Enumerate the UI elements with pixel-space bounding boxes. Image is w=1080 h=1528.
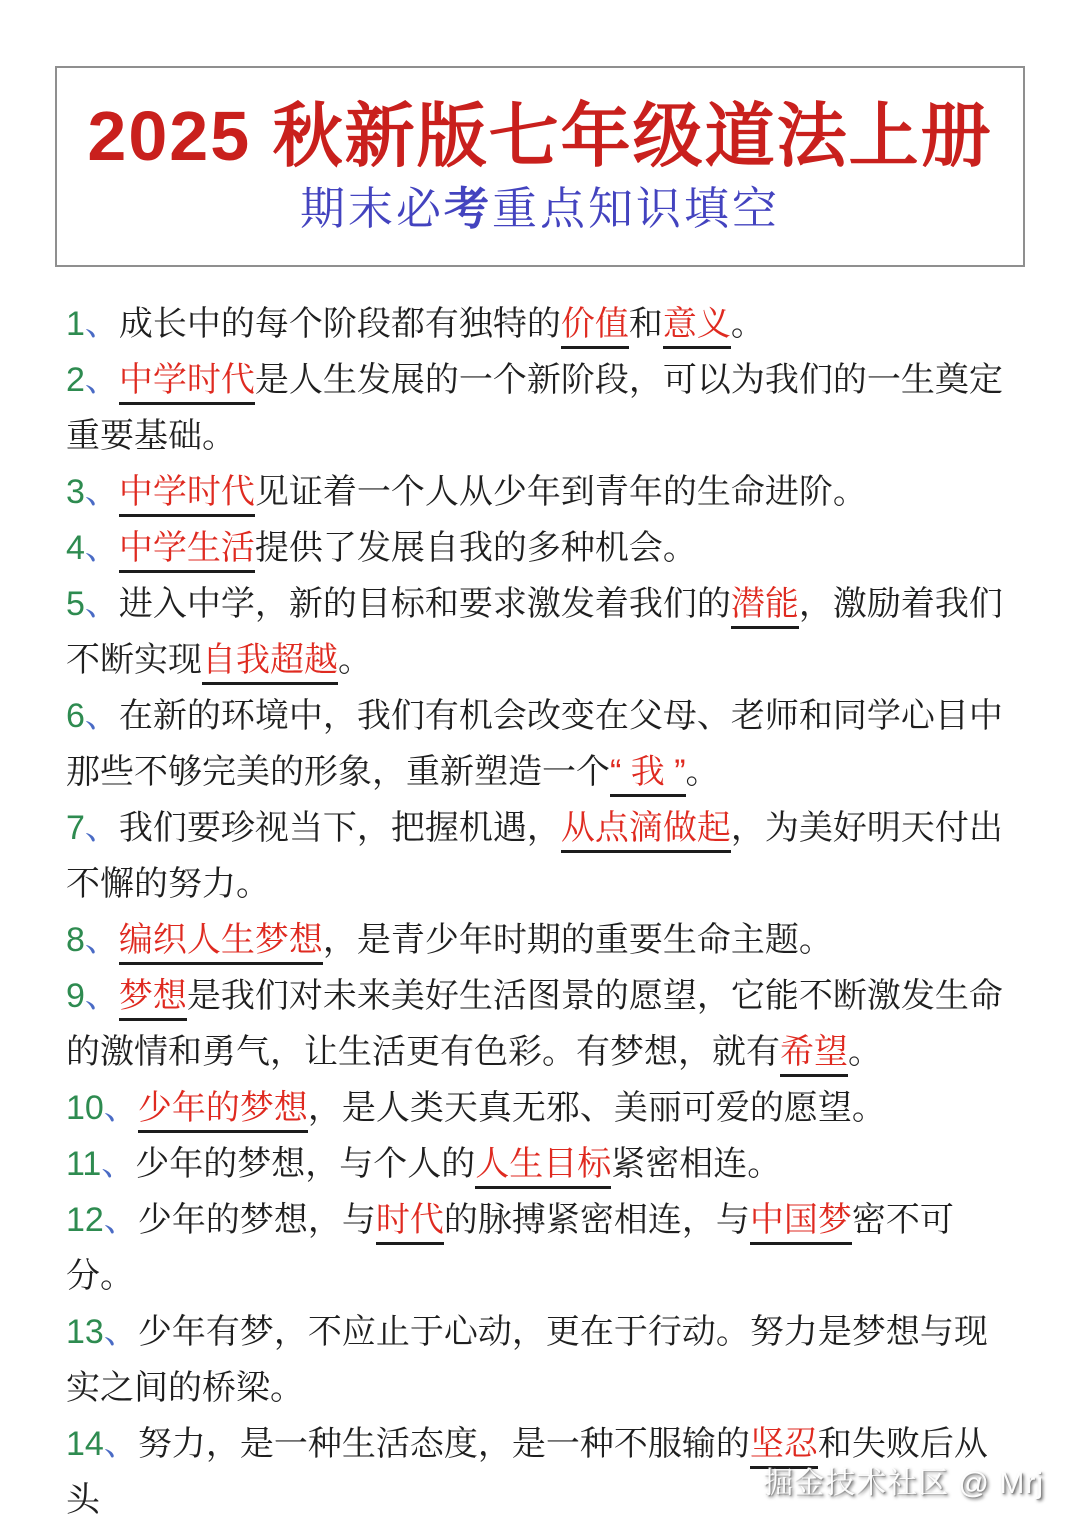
blank-answer: 时代 (376, 1201, 444, 1245)
list-item (66, 464, 1014, 520)
item-text: 提供了发展自我的多种机会。 (254, 529, 697, 567)
item-text: 我们要珍视当下，把握机遇， (118, 809, 561, 847)
knowledge-list (66, 296, 1014, 1528)
item-number: 14 (66, 1425, 104, 1463)
item-number: 11 (66, 1145, 102, 1183)
list-item (66, 576, 1014, 688)
blank-answer: 坚忍 (750, 1425, 818, 1469)
blank-answer: 中国梦 (750, 1201, 852, 1245)
item-number: 3 (66, 473, 85, 511)
item-number: 13 (66, 1313, 104, 1351)
item-separator: 、 (84, 305, 119, 343)
list-item (66, 296, 1014, 352)
watermark: 掘金技术社区 @ Mrj (763, 1467, 1044, 1500)
blank-answer: 梦想 (119, 977, 187, 1021)
item-number: 12 (66, 1201, 104, 1239)
item-separator: 、 (84, 473, 119, 511)
item-separator: 、 (84, 361, 119, 399)
blank-answer: 中学时代 (119, 473, 255, 517)
item-text: 和失败后从头 (66, 1425, 988, 1519)
item-text: ，是人类天真无邪、美丽可爱的愿望。 (307, 1089, 886, 1127)
item-text: ，是青少年时期的重要生命主题。 (322, 921, 833, 959)
blank-answer: 中学时代 (119, 361, 255, 405)
list-item (66, 800, 1014, 912)
item-number: 6 (66, 697, 85, 735)
list-item (66, 520, 1014, 576)
title-box (55, 66, 1025, 267)
item-text: ，为美好明天付出不懈的努力。 (66, 809, 1003, 903)
item-number: 8 (66, 921, 85, 959)
blank-answer: 希望 (780, 1033, 848, 1077)
item-separator: 、 (101, 1145, 136, 1183)
item-text: 是人生发展的一个新阶段，可以为我们的一生奠定重要基础。 (66, 361, 1003, 455)
item-separator: 、 (103, 1313, 138, 1351)
item-text: ，激励着我们不断实现 (66, 585, 1003, 679)
blank-answer: 意义 (663, 305, 731, 349)
item-text: 。 (730, 305, 765, 343)
list-item (66, 1192, 1014, 1304)
page-title: 2025 秋新版七年级道法上册 (87, 97, 993, 175)
item-separator: 、 (84, 921, 119, 959)
item-text: 成长中的每个阶段都有独特的 (118, 305, 561, 343)
item-number: 5 (66, 585, 85, 623)
item-text: 是我们对未来美好生活图景的愿望，它能不断激发生命的激情和勇气，让生活更有色彩。有梦想，就有 (66, 977, 1003, 1071)
item-separator: 、 (84, 977, 119, 1015)
item-text: 见证着一个人从少年到青年的生命进阶。 (254, 473, 867, 511)
list-item (66, 352, 1014, 464)
blank-answer: 人生目标 (475, 1145, 611, 1189)
item-separator: 、 (103, 1425, 138, 1463)
blank-answer: 潜能 (731, 585, 799, 629)
list-item (66, 912, 1014, 968)
item-text: 努力，是一种生活态度，是一种不服输的 (137, 1425, 750, 1463)
list-item (66, 968, 1014, 1080)
item-separator: 、 (84, 809, 119, 847)
item-text: 的脉搏紧密相连，与 (443, 1201, 750, 1239)
item-number: 4 (66, 529, 85, 567)
subtitle-text: 期末必 (299, 184, 444, 234)
item-separator: 、 (84, 697, 119, 735)
item-separator: 、 (103, 1201, 138, 1239)
item-number: 10 (66, 1089, 104, 1127)
item-text: 紧密相连。 (611, 1145, 782, 1183)
blank-answer: 少年的梦想 (138, 1089, 308, 1133)
item-number: 7 (66, 809, 85, 847)
blank-answer: 自我超越 (202, 641, 338, 685)
list-item (66, 688, 1014, 800)
list-item (66, 1080, 1014, 1136)
item-text: 。 (685, 753, 720, 791)
list-item (66, 1136, 1014, 1192)
blank-answer: “ 我 ” (610, 753, 686, 797)
item-text: 进入中学，新的目标和要求激发着我们的 (118, 585, 731, 623)
item-text: 在新的环境中，我们有机会改变在父母、老师和同学心目中那些不够完美的形象，重新塑造一个 (66, 697, 1003, 791)
item-text: 少年的梦想，与 (137, 1201, 376, 1239)
list-item (66, 1304, 1014, 1416)
item-number: 9 (66, 977, 85, 1015)
subtitle-emphasis: 考 (443, 184, 492, 234)
item-number: 2 (66, 361, 85, 399)
item-text: 少年有梦，不应止于心动，更在于行动。努力是梦想与现实之间的桥梁。 (66, 1313, 988, 1407)
blank-answer: 价值 (561, 305, 629, 349)
blank-answer: 编织人生梦想 (119, 921, 323, 965)
item-separator: 、 (103, 1089, 138, 1127)
item-text: 。 (338, 641, 372, 679)
item-separator: 、 (84, 585, 119, 623)
item-text: 。 (848, 1033, 882, 1071)
item-number: 1 (66, 305, 85, 343)
blank-answer: 中学生活 (119, 529, 255, 573)
item-separator: 、 (84, 529, 119, 567)
page-subtitle (299, 184, 781, 234)
subtitle-text: 重点知识填空 (492, 184, 781, 234)
item-text: 和 (628, 305, 663, 343)
item-text: 密不可分。 (66, 1201, 954, 1295)
item-text: 少年的梦想，与个人的 (135, 1145, 476, 1183)
blank-answer: 从点滴做起 (561, 809, 731, 853)
